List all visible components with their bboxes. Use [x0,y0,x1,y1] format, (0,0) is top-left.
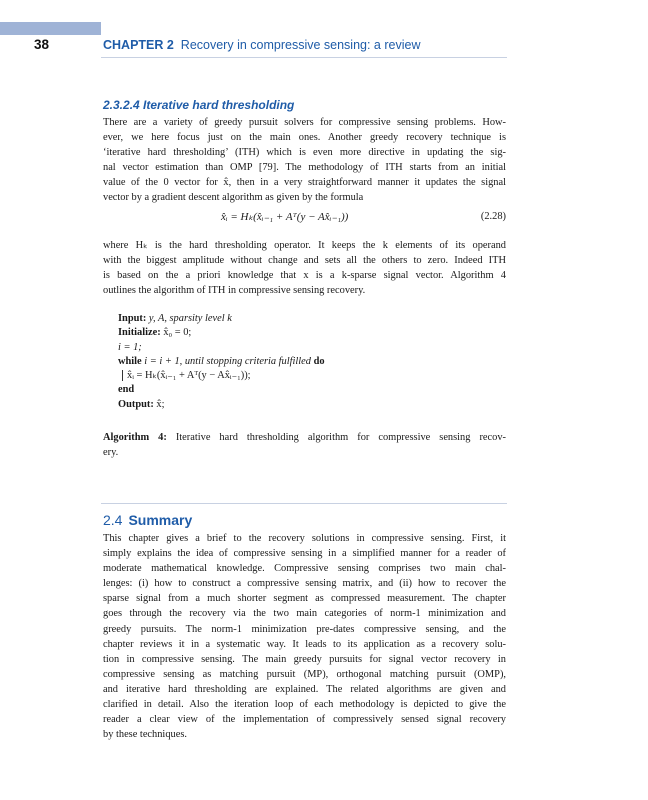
paragraph-line: by these techniques. [103,729,187,741]
paragraph-line: vector by a gradient descent algorithm as given by the formula [103,192,364,204]
section-heading-summary [103,512,192,528]
paragraph-ith-operator [103,238,506,298]
paragraph-summary [103,531,506,742]
paragraph-line: This chapter gives a brief to the recovery solutions in compressive sensing. First, it [103,533,506,544]
algo-input [118,312,325,326]
algorithm-4-block [118,312,325,412]
paragraph-line: with the biggest amplitude without change and sets all the others to zero. Indeed ITH [103,255,506,267]
equation-2-28 [103,210,506,228]
algo-init-text: x̂₀ = 0; [163,327,192,339]
equation-number: (2.28) [480,211,506,222]
paragraph-line: outlines the algorithm of ITH in compressive sensing recovery. [103,285,366,297]
algo-output-text: x̂; [156,398,165,410]
paragraph-line: and iterative hard thresholding are explained. The related algorithms are given and [103,683,506,695]
section-title: Summary [128,512,193,528]
paragraph-line: ever, we here focus just on the main ones. Another greedy recovery technique is [103,132,506,144]
caption-label: Algorithm 4: [103,432,167,443]
algo-while-condition: i = i + 1, until stopping criteria fulfilled [144,355,311,367]
equation-expression: x̂ᵢ = Hₖ(x̂ᵢ₋₁ + Aᵀ(y − Ax̂ᵢ₋₁)) [221,211,349,223]
paragraph-line: simply explains the idea of compressive sensing in a simplified manner for a reader of [103,548,506,560]
paragraph-line: value of the 0 vector for x̂, then in a very straightforward manner it updates the signal [103,177,506,189]
algo-init-label: Initialize: [118,327,161,339]
paragraph-line: tion in compressive sensing. The main greedy pursuits for signal vector recovery in [103,653,506,665]
paragraph-line: compressive sensing as matching pursuit (MP), orthogonal matching pursuit (OMP), [103,668,506,680]
subsection-heading: 2.3.2.4 Iterative hard thresholding [103,98,295,112]
algo-while [118,355,325,369]
algo-output-label: Output: [118,398,154,410]
algo-counter-text: i = 1; [118,341,142,353]
algo-do-keyword: do [313,355,325,367]
chapter-title: Recovery in compressive sensing: a review [180,38,421,52]
page-number: 38 [34,37,50,52]
algo-input-text: y, A, sparsity level k [148,313,232,324]
paragraph-line: chapter reviews it in a systematic way. It leads to its application as a recovery solu- [103,638,506,650]
header-rule [101,57,507,58]
paragraph-line: greedy pursuits. The norm-1 minimization pre-dates compressive sensing, and the [103,623,506,635]
paragraph-line: reader a clear view of the implementation of compressively sensed signal recovery [103,714,506,726]
paragraph-line: where Hₖ is the hard thresholding operator. It keeps the k elements of its operand [103,240,506,251]
paragraph-line: lenges: (i) how to construct a compressive sensing matrix, and (ii) how to recover the [103,578,506,590]
algo-init [118,326,325,340]
paragraph-line: There are a variety of greedy pursuit solvers for compressive sensing problems. How- [103,117,506,128]
paragraph-ith-intro [103,115,506,206]
algo-end-keyword: end [118,384,135,396]
section-rule [101,503,507,504]
section-number: 2.4 [103,512,123,528]
algorithm-caption [103,431,506,461]
header-color-bar [0,22,101,35]
algo-while-keyword: while [118,355,142,367]
algo-counter [118,341,325,355]
algo-end [118,383,325,397]
algo-update-text: x̂ᵢ = Hₖ(x̂ᵢ₋₁ + Aᵀ(y − Ax̂ᵢ₋₁)); [122,370,251,381]
paragraph-line: nal vector estimation than OMP [79]. The methodology of ITH starts from an initial [103,162,506,174]
paragraph-line: sparse signal from a much shorter segment as compressed measurement. The chapter [103,593,506,605]
algo-input-label: Input: [118,313,147,324]
paragraph-line: goes through the recovery via the two main categories of norm-1 minimization and [103,608,506,620]
paragraph-line: moderate mathematical knowledge. Compressive sensing comprises two main chal- [103,563,506,575]
paragraph-line: ‘iterative hard thresholding’ (ITH) which is even more directive in updating the sig- [103,147,506,159]
caption-line [103,431,506,446]
caption-line: ery. [103,446,119,458]
chapter-label: CHAPTER 2 [103,38,174,52]
caption-text: Iterative hard thresholding algorithm for compressive sensing recov- [175,432,506,443]
running-header [103,38,420,52]
paragraph-line: is based on the a priori knowledge that x is a k-sparse signal vector. Algorithm 4 [103,270,506,282]
paragraph-line: clarified in detail. Also the iteration loop of each methodology is depicted to give the [103,699,506,711]
algo-update [118,369,325,383]
algo-output [118,398,325,412]
